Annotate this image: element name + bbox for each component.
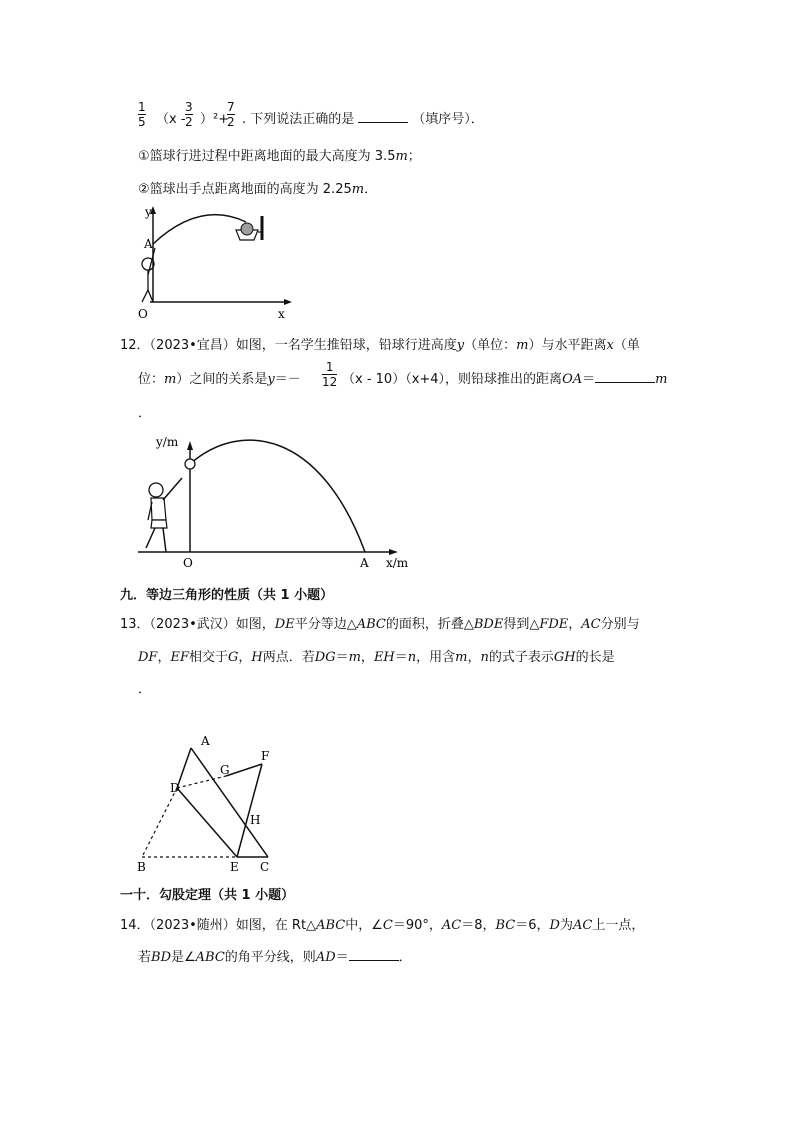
label-y-m: y/m [156, 435, 179, 449]
label-D: D [170, 781, 180, 795]
label-G: G [220, 763, 230, 777]
label-O: O [138, 307, 148, 321]
answer-blank[interactable] [349, 948, 399, 961]
label-A: A [360, 556, 369, 570]
label-H: H [250, 813, 261, 827]
q14-line-2: 若BD是∠ABC的角平分线，则AD＝ ． [138, 950, 412, 965]
q12-line-2-tail: （x - 10）（x+4），则铅球推出的距离OA＝ m [342, 372, 668, 387]
label-x-m: x/m [386, 556, 409, 570]
label-E: E [230, 860, 239, 874]
fraction-1-12: $\frac{1}{12}$ [322, 360, 338, 389]
label-C: C [260, 860, 270, 874]
section-heading-10: 一十．勾股定理（共 1 小题） [120, 888, 295, 903]
q13-line-1: 13．（2023•武汉）如图，DE平分等边△ABC的面积，折叠△BDE得到△FDE，AC分别与 [120, 617, 640, 632]
q11-option-1: ①篮球行进过程中距离地面的最大高度为 3.5m； [138, 149, 421, 164]
label-B: B [137, 860, 146, 874]
q11-option-2: ②篮球出手点距离地面的高度为 2.25m． [138, 182, 378, 197]
segment-DE [177, 788, 237, 857]
q13-line-2: DF，EF相交于G，H两点．若DG＝m，EH＝n，用含m，n的式子表示GH的长是 [138, 650, 615, 665]
label-A: A [201, 734, 210, 748]
section-heading-9: 九．等边三角形的性质（共 1 小题） [120, 588, 334, 603]
label-F: F [261, 749, 270, 763]
q13-line-3: ． [138, 682, 152, 697]
label-x: x [278, 307, 285, 321]
label-y: y [145, 205, 152, 219]
q14-line-1: 14．（2023•随州）如图，在 Rt△ABC中，∠C＝90°，AC＝8，BC＝6，D为AC上一点， [120, 918, 645, 933]
q12-line-2: 位：m）之间的关系是y＝－ [138, 372, 301, 387]
q12-line-1: 12．（2023•宜昌）如图，一名学生推铅球，铅球行进高度y（单位：m）与水平距离x（单 [120, 338, 640, 353]
fraction-7-2: $\frac{7}{2}$ [227, 100, 235, 129]
q11-question-tail: . 下列说法正确的是 （填序号）． [242, 112, 484, 127]
q11-close-square-plus: ）²+ [200, 112, 230, 127]
q12-line-3: ． [138, 406, 152, 421]
segment-GF [226, 764, 262, 776]
label-A: A [144, 237, 153, 251]
fraction-3-2: $\frac{3}{2}$ [185, 100, 193, 129]
q11-x-open: （x - [156, 112, 186, 127]
segment-DB [142, 788, 177, 857]
fraction-1-5: $\frac{1}{5}$ [138, 100, 146, 129]
label-O: O [183, 556, 193, 570]
